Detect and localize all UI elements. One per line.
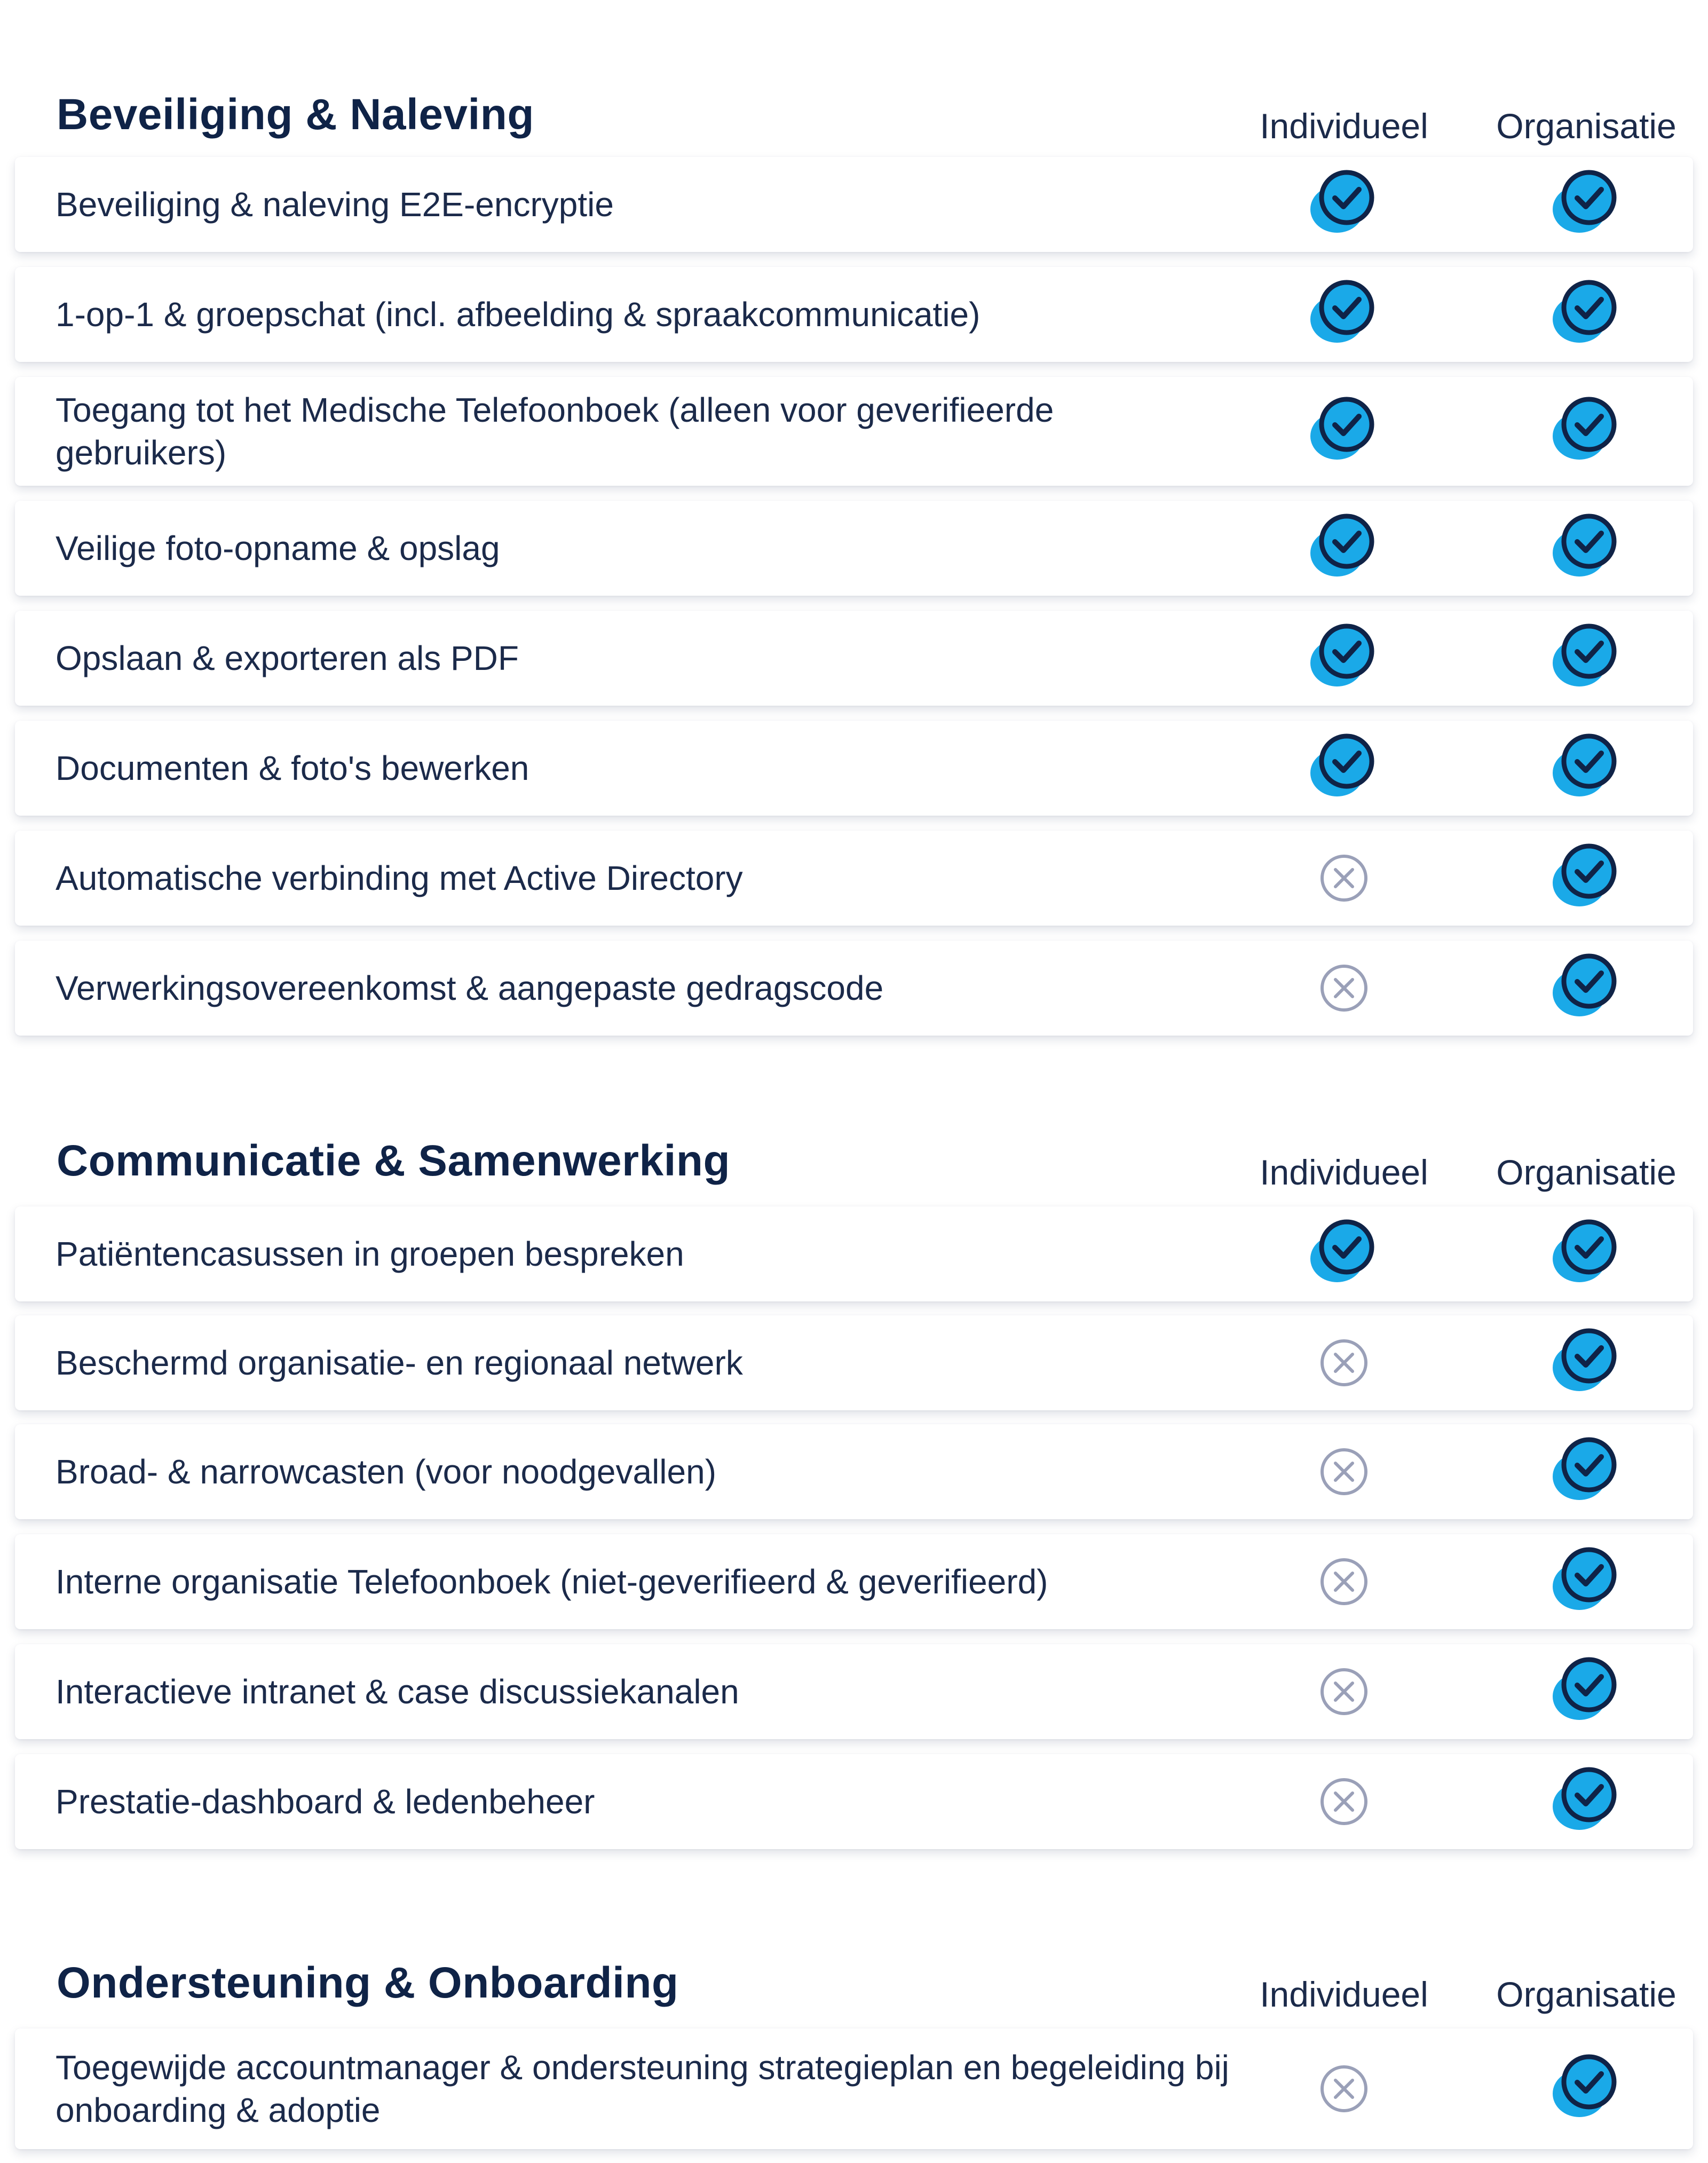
feature-label: Toegang tot het Medische Telefoonboek (alleen voor geverifieerde gebruikers) [56,391,1054,472]
section-communication-collaboration [0,1094,1708,1201]
feature-label: Interne organisatie Telefoonboek (niet-geverifieerd & geverifieerd) [56,1562,1048,1601]
check-circle-icon [1546,1323,1626,1403]
section-title: Ondersteuning & Onboarding [57,1959,679,2007]
table-row [15,831,1693,926]
feature-label: Automatische verbinding met Active Directory [56,859,743,897]
check-circle-icon [1304,274,1384,354]
section-header [0,1094,1708,1201]
feature-label: Beschermd organisatie- en regionaal netwerk [56,1344,743,1382]
x-circle-icon [1304,1323,1384,1403]
table-row [15,611,1693,706]
table-row [15,941,1693,1036]
feature-label: Toegewijde accountmanager & ondersteuning strategieplan en begeleiding bij onboarding & adoptie [56,2048,1229,2129]
feature-label: Patiëntencasussen in groepen bespreken [56,1235,684,1273]
x-circle-icon [1304,838,1384,918]
x-circle-icon [1304,1432,1384,1512]
feature-label: Veilige foto-opname & opslag [56,529,500,567]
table-row [15,377,1693,486]
section-header [0,1916,1708,2023]
section-title: Communicatie & Samenwerking [57,1136,731,1185]
section-header [0,48,1708,155]
feature-label: Interactieve intranet & case discussiekanalen [56,1672,739,1711]
table-row [15,267,1693,362]
check-circle-icon [1546,274,1626,354]
check-circle-icon [1546,164,1626,244]
feature-label: Beveiliging & naleving E2E-encryptie [56,185,614,224]
x-circle-icon [1304,1762,1384,1842]
table-row [15,1534,1693,1629]
check-circle-icon [1304,164,1384,244]
feature-label: Verwerkingsovereenkomst & aangepaste gedragscode [56,969,884,1007]
table-row [15,157,1693,252]
x-circle-icon [1304,948,1384,1028]
column-header-organisation: Organisatie [1496,1975,1677,2014]
check-circle-icon [1546,1542,1626,1622]
section-title: Beveiliging & Naleving [57,90,534,139]
check-circle-icon [1546,1762,1626,1842]
feature-label: 1-op-1 & groepschat (incl. afbeelding & spraakcommunicatie) [56,295,980,334]
check-circle-icon [1304,1214,1384,1294]
table-row [15,1754,1693,1849]
table-row [15,1644,1693,1739]
feature-label: Broad- & narrowcasten (voor noodgevallen) [56,1452,716,1491]
check-circle-icon [1546,391,1626,471]
check-circle-icon [1546,1652,1626,1732]
table-row [15,501,1693,596]
feature-label: Prestatie-dashboard & ledenbeheer [56,1782,595,1821]
check-circle-icon [1304,728,1384,808]
column-header-individual: Individueel [1260,106,1428,146]
x-circle-icon [1304,1542,1384,1622]
check-circle-icon [1546,508,1626,588]
table-row [15,1206,1693,1301]
table-row [15,2028,1693,2149]
table-row [15,1424,1693,1519]
check-circle-icon [1304,618,1384,698]
x-circle-icon [1304,2049,1384,2129]
x-circle-icon [1304,1652,1384,1732]
column-header-individual: Individueel [1260,1975,1428,2014]
check-circle-icon [1546,618,1626,698]
feature-label: Opslaan & exporteren als PDF [56,639,519,677]
feature-label: Documenten & foto's bewerken [56,749,529,787]
check-circle-icon [1546,948,1626,1028]
section-support-onboarding [0,1916,1708,2023]
check-circle-icon [1546,1214,1626,1294]
column-header-organisation: Organisatie [1496,106,1677,146]
table-row [15,721,1693,816]
column-header-individual: Individueel [1260,1152,1428,1192]
check-circle-icon [1546,838,1626,918]
check-circle-icon [1304,508,1384,588]
column-header-organisation: Organisatie [1496,1152,1677,1192]
check-circle-icon [1546,728,1626,808]
check-circle-icon [1546,1432,1626,1512]
check-circle-icon [1304,391,1384,471]
check-circle-icon [1546,2049,1626,2129]
section-security-compliance [0,48,1708,155]
table-row [15,1315,1693,1410]
